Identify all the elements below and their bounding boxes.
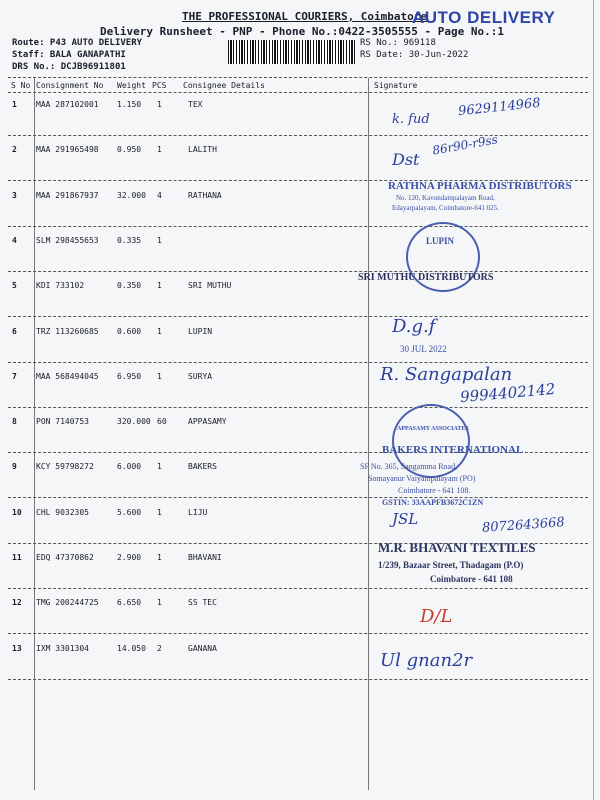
row-pcs: 1 [157,371,162,381]
row-divider [8,271,588,272]
row-consignment-no: MAA 291965498 [36,145,99,155]
company-title: THE PROFESSIONAL COURIERS, Coimbatore [182,10,428,23]
row-consignment-no: MAA 568494045 [36,371,99,381]
col-header-sno: S No [11,81,31,90]
row-sno: 5 [12,281,17,291]
row6-date-stamp: 30 JUL 2022 [400,344,447,354]
row-consignee: RATHANA [188,190,222,200]
row-consignee: SURYA [188,371,213,381]
row-weight: 2.900 [117,553,142,562]
row-sno: 1 [12,100,17,109]
signature-mark: k. fud [392,112,430,127]
bakers-stamp-name: BAKERS INTERNATIONAL [382,444,524,456]
lupin-stamp-text: LUPIN [426,236,455,246]
col-header-weight: Weight [117,81,146,90]
row-weight: 32.000 [117,190,146,200]
row-consignee: TEX [188,100,203,109]
row-consignment-no: IXM 3301304 [36,643,89,653]
row-pcs: 1 [157,235,162,245]
row-consignee: LUPIN [188,326,213,336]
row-sno: 7 [12,371,17,381]
header-divider-bottom [8,92,588,93]
row-pcs: 60 [157,417,167,427]
row-sno: 13 [12,643,22,653]
row-weight: 320.000 [117,417,151,427]
row-weight: 14.050 [117,643,146,653]
row-divider [8,226,588,227]
row-weight: 6.000 [117,462,142,472]
row1-phone: 9629114968 [457,95,542,120]
row-weight: 0.350 [117,281,142,291]
row-pcs: 1 [157,507,162,517]
row-sno: 4 [12,235,17,245]
row5-stamp: SRI MUTHU DISTRIBUTORS [358,272,494,283]
row-consignee: LALITH [188,145,217,155]
barcode [228,40,356,64]
row-divider [8,316,588,317]
signature-mark: D.g.f [392,316,436,337]
row-pcs: 1 [157,553,162,562]
row-weight: 1.150 [117,100,142,109]
row-pcs: 1 [157,145,162,155]
signature-mark: 86r90-r9ss [431,132,499,158]
row-pcs: 2 [157,643,162,653]
row-divider [8,633,588,634]
row-pcs: 4 [157,190,162,200]
rathna-stamp-address: No. 120, Kavundampalayam Road, [396,194,495,202]
row-consignment-no: KCY 59798272 [36,462,94,472]
row-weight: 0.950 [117,145,142,155]
col-header-pcs: PCS [152,81,167,90]
row-consignment-no: CHL 9032305 [36,507,89,517]
row-consignment-no: TRZ 113260685 [36,326,99,336]
row-consignment-no: MAA 287102001 [36,100,99,109]
row7-phone: 9994402142 [459,379,557,407]
bakers-stamp-address2: Somayanur Vaiyampalayam (PO) [368,474,476,483]
row-consignment-no: SLM 298455653 [36,235,99,245]
row-consignee: APPASAMY [188,417,227,427]
route-label: Route: P43 AUTO DELIVERY [12,38,143,48]
column-rule [368,78,369,790]
row-sno: 10 [12,507,22,517]
row-sno: 8 [12,417,17,427]
row-consignee: SS TEC [188,598,217,608]
row-divider [8,497,588,498]
rathna-stamp-city: Edayarpalayam, Coimbatore-641 025. [392,204,499,212]
row-sno: 6 [12,326,17,336]
signature-mark: Ul gnan2r [380,650,473,671]
row-consignee: BHAVANI [188,553,222,562]
row10-phone: 8072643668 [481,515,566,536]
row-consignment-no: PON 7140753 [36,417,89,427]
page-edge [593,0,594,800]
row12-delivered-mark: D/L [420,606,453,627]
col-header-consignee: Consignee Details [183,81,265,90]
row-pcs: 1 [157,598,162,608]
row-divider [8,588,588,589]
row-weight: 5.600 [117,507,142,517]
row-pcs: 1 [157,100,162,109]
signature-mark: JSL [392,510,419,528]
row-sno: 3 [12,190,17,200]
row-consignee: BAKERS [188,462,217,472]
drs-number: DRS No.: DCJB96911801 [12,62,126,72]
auto-delivery-stamp: AUTO DELIVERY [412,8,556,27]
row-sno: 2 [12,145,17,155]
signature-mark: R. Sangapalan [380,364,513,385]
row-consignment-no: EDQ 47370862 [36,553,94,562]
row-consignee: SRI MUTHU [188,281,232,291]
row-consignment-no: MAA 291867937 [36,190,99,200]
rs-number: RS No.: 969118 [360,38,436,48]
row-pcs: 1 [157,462,162,472]
row-sno: 9 [12,462,17,472]
header-divider-top [8,77,588,78]
runsheet-title: Delivery Runsheet - PNP - Phone No.:0422-3505555 - Page No.:1 [100,25,504,38]
col-header-signature: Signature [374,81,418,90]
row-pcs: 1 [157,281,162,291]
staff-label: Staff: BALA GANAPATHI [12,50,126,60]
appasamy-stamp-text: APPASAMY ASSOCIATES [397,426,469,432]
row-pcs: 1 [157,326,162,336]
row-sno: 11 [12,553,22,562]
bhavani-stamp-name: M.R. BHAVANI TEXTILES [378,540,536,555]
bakers-stamp-address1: SF No. 365, Sangamma Road, [360,462,458,471]
row-consignment-no: TMG 200244725 [36,598,99,608]
rathna-stamp-name: RATHNA PHARMA DISTRIBUTORS [388,180,572,192]
row-divider [8,135,588,136]
bakers-stamp-city: Coimbatore - 641 108. [398,486,471,495]
row-divider [8,362,588,363]
bhavani-stamp-address: 1/239, Bazaar Street, Thadagam (P.O) [378,560,524,570]
column-rule [34,78,35,790]
row-divider [8,679,588,680]
row-consignee: GANANA [188,643,217,653]
signature-mark: Dst [392,150,420,169]
rs-date: RS Date: 30-Jun-2022 [360,50,469,60]
row-sno: 12 [12,598,22,608]
row-consignee: LIJU [188,507,208,517]
bhavani-stamp-city: Coimbatore - 641 108 [430,574,513,584]
bakers-stamp-gstin: GSTIN: 33AAPFB3672C1ZN [382,498,484,507]
row-weight: 0.335 [117,235,142,245]
row-consignment-no: KDI 733102 [36,281,85,291]
row-weight: 6.950 [117,371,142,381]
row-divider [8,407,588,408]
row-weight: 6.650 [117,598,142,608]
col-header-consignment: Consignment No [36,81,104,90]
row-weight: 0.600 [117,326,142,336]
